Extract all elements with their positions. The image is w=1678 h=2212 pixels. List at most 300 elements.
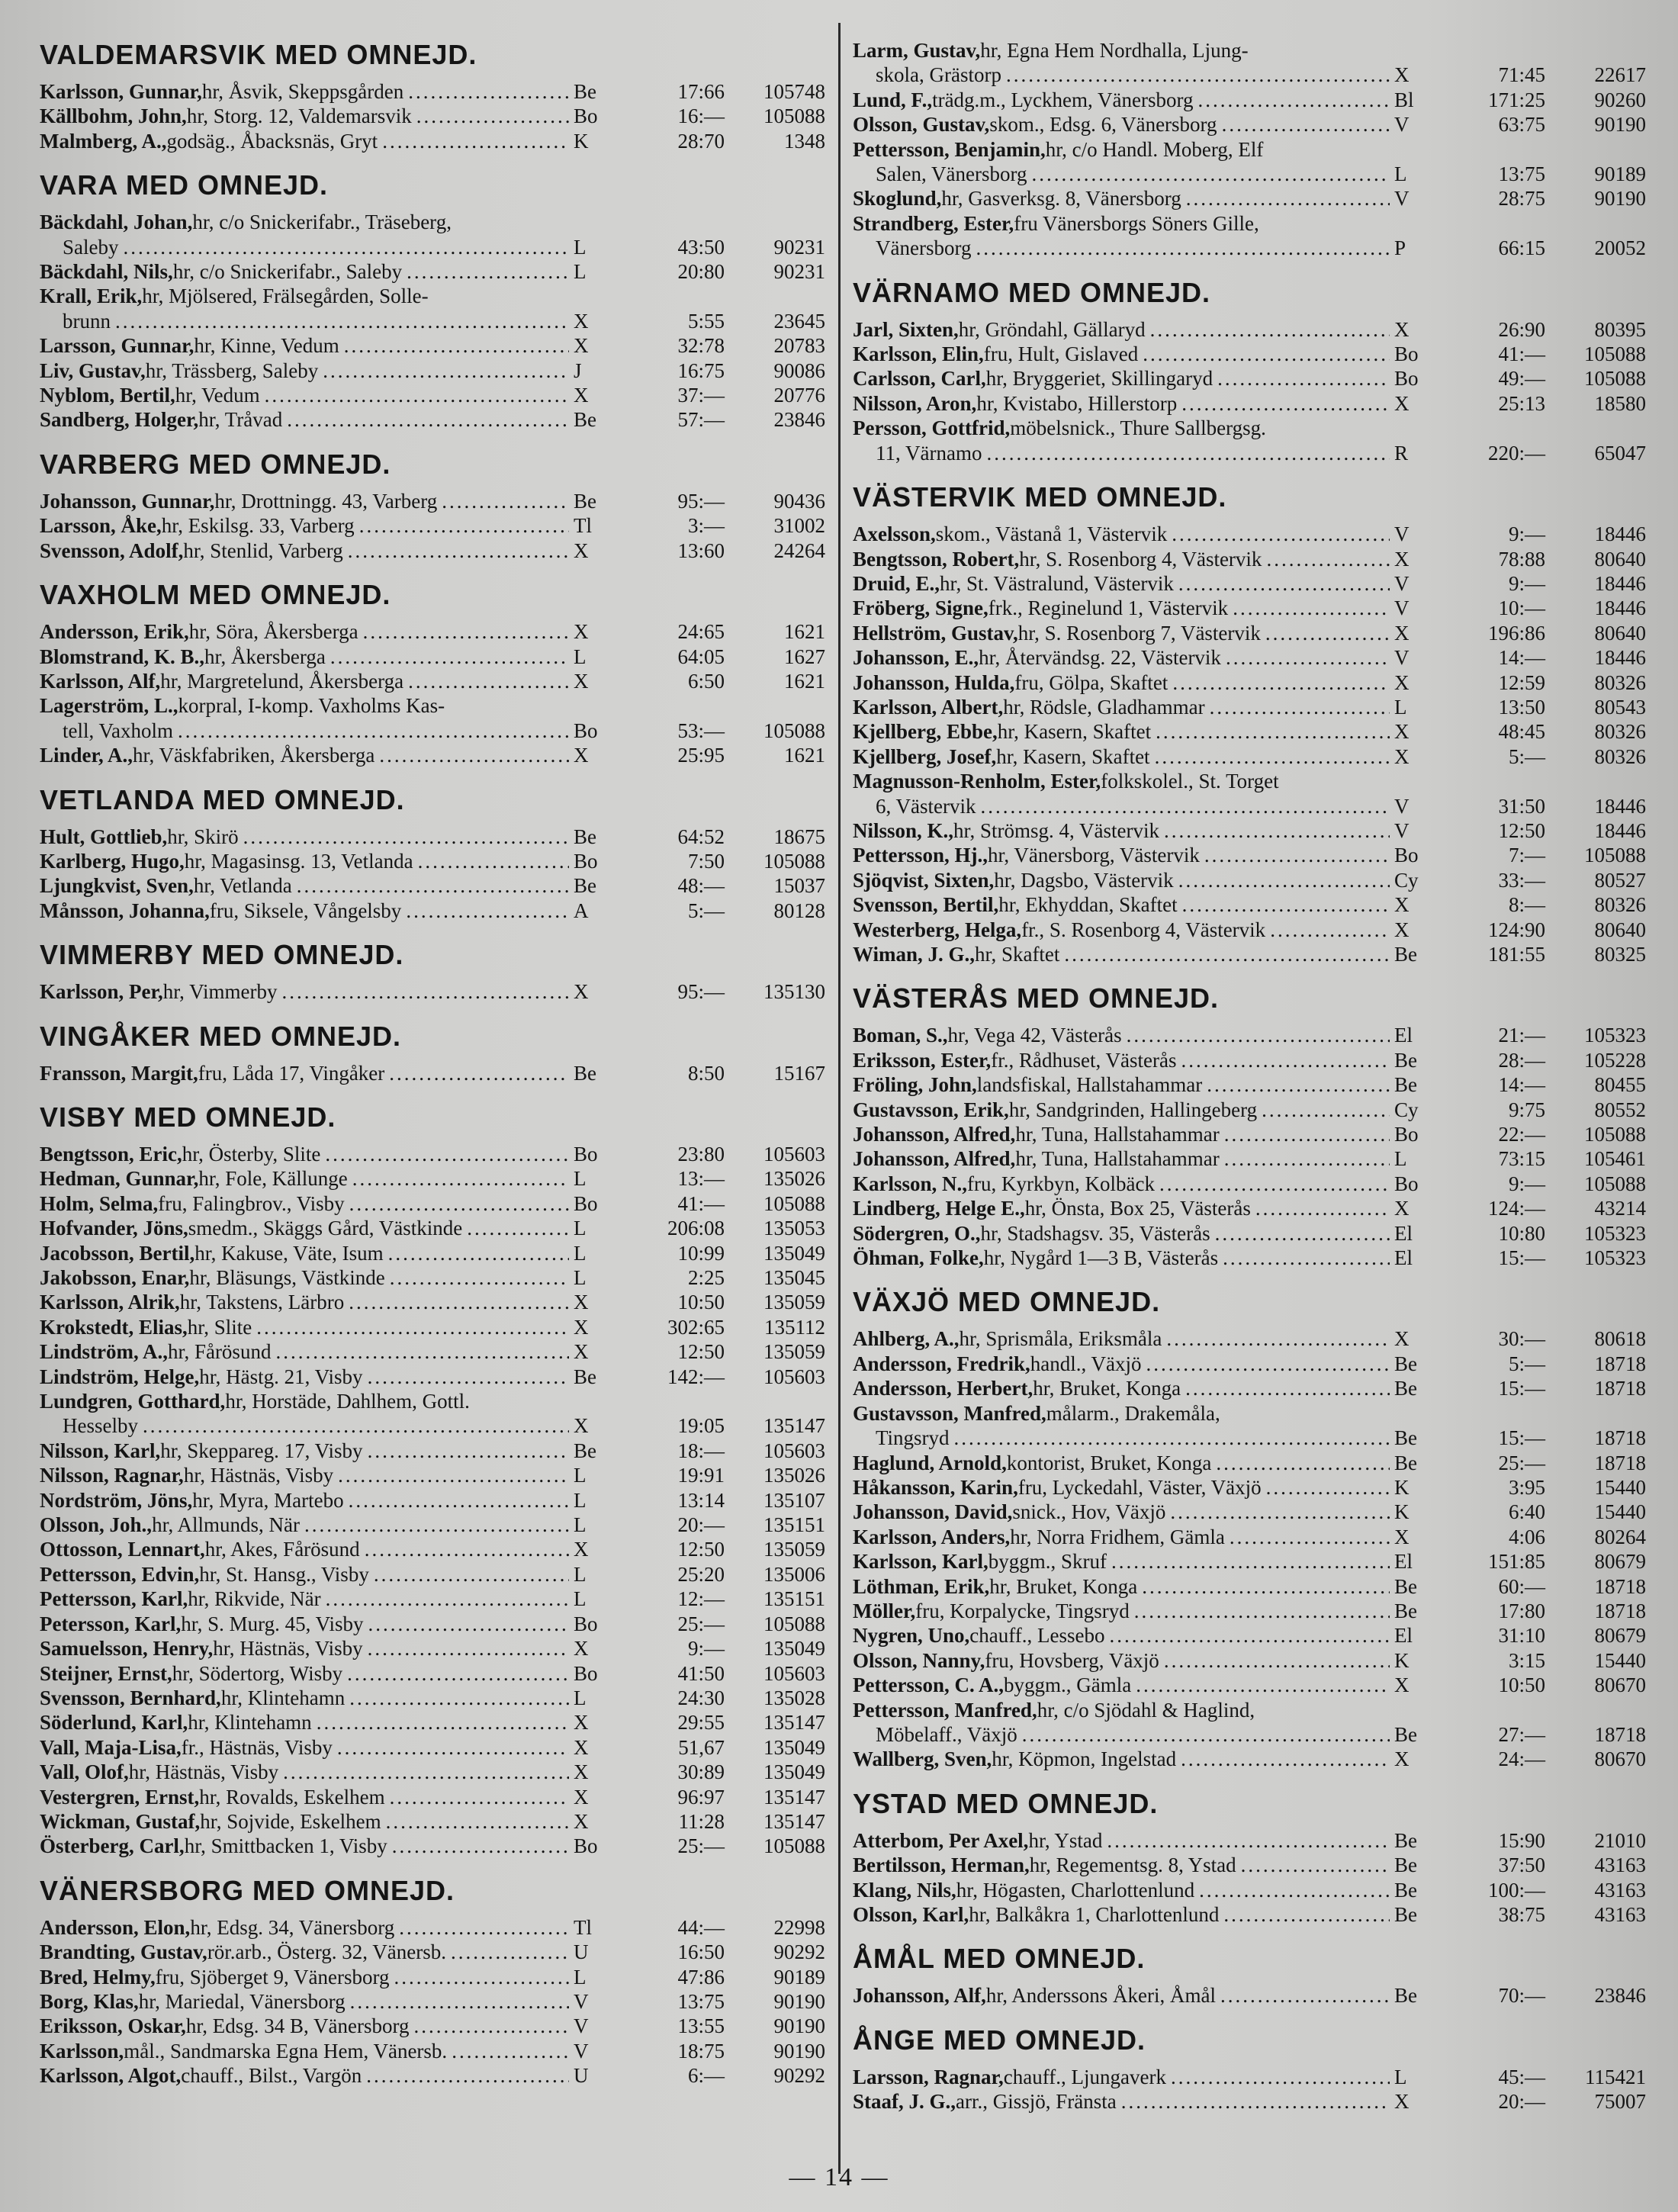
entry-line <box>853 818 1646 843</box>
entry-line <box>853 1246 1646 1270</box>
entry-code: L <box>574 1488 587 1512</box>
directory-entry <box>853 522 1646 546</box>
entry-code: Bo <box>574 719 598 742</box>
directory-entry <box>40 1439 825 1463</box>
entry-number: 15167 <box>773 1061 825 1085</box>
directory-entry <box>853 1048 1646 1072</box>
entry-name: Borg, Klas, <box>40 1989 139 2013</box>
entry-continuation-line <box>40 719 825 743</box>
directory-section <box>40 169 825 432</box>
dot-leader <box>986 441 1390 465</box>
entry-line <box>853 1983 1646 2008</box>
entry-address: fru, Korpalycke, Tingsryd <box>915 1599 1130 1622</box>
directory-entry <box>40 1710 825 1735</box>
entry-code: X <box>574 1414 589 1438</box>
entry-code: V <box>1394 596 1410 620</box>
entry-line <box>853 38 1646 63</box>
dot-leader <box>1181 391 1390 416</box>
directory-entry <box>40 2039 825 2063</box>
directory-entry <box>853 1853 1646 1877</box>
entry-line <box>853 1098 1646 1122</box>
entry-code: X <box>574 1735 589 1759</box>
dot-leader <box>1159 1172 1390 1196</box>
entry-code: Cy <box>1394 868 1419 892</box>
dot-leader <box>1178 868 1390 892</box>
entry-line <box>40 1537 825 1561</box>
entry-line <box>853 547 1646 571</box>
dot-leader <box>1222 112 1390 137</box>
directory-entry <box>40 489 825 513</box>
entry-code: X <box>574 1291 589 1314</box>
entry-address: hr, Fole, Källunge <box>198 1167 348 1191</box>
dot-leader <box>406 899 569 923</box>
dot-leader <box>1143 342 1390 366</box>
entry-amount: 78:88 <box>1498 547 1545 571</box>
entry-code: V <box>1394 187 1410 211</box>
directory-entry <box>853 1500 1646 1524</box>
entry-code: X <box>574 1340 589 1364</box>
entry-amount: 12:59 <box>1498 670 1545 694</box>
entry-number: 80264 <box>1594 1525 1646 1548</box>
entry-amount: 9:— <box>687 1637 725 1661</box>
entry-address: hr, Horstäde, Dahlhem, Gottl. <box>225 1390 470 1413</box>
entry-line <box>40 1142 825 1166</box>
entry-address: hr, Kakuse, Väte, Isum <box>194 1241 384 1265</box>
entry-number: 135026 <box>763 1167 825 1191</box>
entry-line <box>40 79 825 104</box>
entry-amount: 5:— <box>1508 1352 1545 1375</box>
entry-line <box>853 695 1646 719</box>
directory-section <box>853 481 1646 966</box>
dot-leader <box>1155 744 1390 769</box>
directory-entry <box>853 942 1646 966</box>
entry-code: L <box>1394 2065 1407 2088</box>
entry-amount: 28:70 <box>677 129 725 153</box>
entry-number: 22998 <box>773 1915 825 1939</box>
entry-number: 23846 <box>773 408 825 432</box>
entry-number: 80326 <box>1594 670 1646 694</box>
entry-number: 105088 <box>1584 1123 1646 1146</box>
directory-section <box>40 783 825 924</box>
entry-code: Be <box>1394 1352 1417 1375</box>
entry-name: Gustavsson, Manfred, <box>853 1401 1046 1425</box>
entry-number: 18718 <box>1594 1599 1646 1622</box>
entry-code: Be <box>574 874 596 898</box>
entry-continuation-line <box>40 309 825 333</box>
directory-entry <box>40 1265 825 1290</box>
section-heading: VINGÅKER MED OMNEJD. <box>40 1020 402 1052</box>
entry-line <box>853 719 1646 744</box>
entry-address: 6, Västervik <box>876 794 976 818</box>
dot-leader <box>368 1636 569 1661</box>
entry-name: Jacobsson, Bertil, <box>40 1241 195 1265</box>
entry-line <box>40 1612 825 1636</box>
entry-line <box>853 868 1646 892</box>
entry-address: hr, Eskilsg. 33, Varberg <box>161 514 355 538</box>
directory-section <box>853 1942 1646 2008</box>
entry-number: 18718 <box>1594 1451 1646 1474</box>
entry-name: Sandberg, Holger, <box>40 408 199 432</box>
entry-code: X <box>1394 1747 1410 1771</box>
entry-amount: 5:— <box>1508 744 1545 768</box>
entry-code: L <box>574 1562 587 1586</box>
entry-amount: 24:30 <box>677 1686 725 1709</box>
entry-line <box>853 211 1646 236</box>
entry-code: X <box>574 744 589 767</box>
entry-address: fru, Gölpa, Skaftet <box>1014 670 1168 694</box>
entry-address: Vänersborg <box>876 236 972 260</box>
entry-address: fru, Hovsberg, Växjö <box>985 1648 1159 1672</box>
entry-amount: 43:50 <box>677 235 725 259</box>
entry-name: Karlberg, Hugo, <box>40 849 185 873</box>
entry-number: 90190 <box>1594 113 1646 137</box>
entry-number: 105323 <box>1584 1024 1646 1047</box>
entry-address: hr, Vedum <box>175 384 260 407</box>
entry-address: hr, S. Murg. 45, Visby <box>181 1612 364 1635</box>
entry-code: Bo <box>574 849 598 873</box>
dot-leader <box>359 513 569 538</box>
directory-entry <box>853 1623 1646 1648</box>
dot-leader <box>1109 1623 1390 1648</box>
entry-number: 135107 <box>763 1488 825 1512</box>
entry-line <box>853 1648 1646 1673</box>
section-heading: VAXHOLM MED OMNEJD. <box>40 579 391 611</box>
dot-leader <box>1170 1500 1390 1524</box>
dot-leader <box>1230 1525 1390 1549</box>
dot-leader <box>1270 918 1390 942</box>
entry-name: Axelsson, <box>853 522 936 546</box>
entry-amount: 206:08 <box>667 1217 725 1240</box>
directory-entry <box>40 333 825 358</box>
entry-amount: 23:80 <box>677 1142 725 1165</box>
entry-amount: 41:— <box>677 1191 725 1215</box>
entry-line <box>853 1023 1646 1047</box>
dot-leader <box>368 1365 569 1389</box>
directory-entry <box>40 1463 825 1487</box>
entry-name: Vall, Olof, <box>40 1760 129 1784</box>
entry-number: 135045 <box>763 1266 825 1289</box>
entry-line <box>853 1072 1646 1097</box>
entry-name: Blomstrand, K. B., <box>40 645 205 668</box>
entry-line <box>853 1122 1646 1146</box>
entry-address: hr, Takstens, Lärbro <box>179 1291 345 1314</box>
directory-entry <box>40 1166 825 1191</box>
entry-line <box>853 1048 1646 1072</box>
entry-amount: 124:— <box>1487 1197 1545 1220</box>
entry-address: hr, Tuna, Hallstahammar <box>1015 1147 1220 1171</box>
dot-leader <box>243 825 569 849</box>
entry-code: V <box>1394 818 1410 842</box>
entry-name: Steijner, Ernst, <box>40 1661 172 1685</box>
entry-line <box>40 979 825 1004</box>
dot-leader <box>1136 1673 1390 1697</box>
entry-address: hr, Söra, Åkersberga <box>188 620 358 644</box>
entry-number: 105088 <box>763 719 825 742</box>
entry-code: El <box>1394 1246 1413 1270</box>
entry-address: fru, Lyckedahl, Väster, Växjö <box>1017 1475 1262 1499</box>
entry-address: hr, S. Rosenborg 4, Västervik <box>1019 547 1262 571</box>
entry-code: X <box>574 309 589 333</box>
directory-entry <box>40 358 825 383</box>
entry-number: 18718 <box>1594 1352 1646 1375</box>
entry-number: 80325 <box>1594 943 1646 966</box>
entry-address: hr, Stenlid, Varberg <box>183 539 343 562</box>
entry-name: Eriksson, Ester, <box>853 1048 992 1072</box>
entry-name: Nilsson, Karl, <box>40 1439 161 1462</box>
entry-name: Karlsson, Anders, <box>853 1525 1011 1548</box>
entry-address: hr, Stadshagsv. 35, Västerås <box>980 1221 1210 1245</box>
entry-number: 20783 <box>773 334 825 358</box>
entry-number: 18718 <box>1594 1377 1646 1400</box>
directory-entry <box>853 2089 1646 2114</box>
entry-address: 11, Värnamo <box>876 441 982 465</box>
entry-name: Andersson, Fredrik, <box>853 1352 1030 1375</box>
entry-line <box>853 1352 1646 1376</box>
directory-entry <box>853 342 1646 366</box>
directory-entry <box>853 645 1646 670</box>
dot-leader <box>350 1989 569 2014</box>
dot-leader <box>1198 88 1390 112</box>
dot-leader <box>1142 1574 1390 1599</box>
entry-number: 31002 <box>773 514 825 538</box>
entry-code: Be <box>1394 1722 1417 1746</box>
entry-amount: 25:— <box>1498 1451 1545 1474</box>
entry-address: Salen, Vänersborg <box>876 162 1027 186</box>
entry-address: hr, Edsg. 34 B, Vänersborg <box>185 2014 410 2038</box>
entry-code: Be <box>574 80 596 103</box>
entry-number: 80679 <box>1594 1624 1646 1648</box>
entry-amount: 64:52 <box>677 825 725 848</box>
entry-line <box>40 1940 825 1964</box>
dot-leader <box>1121 2089 1390 2114</box>
entry-amount: 9:— <box>1508 1172 1545 1195</box>
entry-name: Persson, Gottfrid, <box>853 416 1011 440</box>
entry-name: Jakobsson, Enar, <box>40 1266 190 1289</box>
entry-address: hr, Myra, Martebo <box>192 1488 344 1512</box>
dot-leader <box>1210 695 1390 719</box>
entry-code: K <box>1394 1648 1410 1672</box>
entry-amount: 13:75 <box>1498 162 1545 186</box>
entry-code: X <box>574 1785 589 1809</box>
entry-amount: 14:— <box>1498 646 1545 670</box>
entry-line <box>853 1376 1646 1400</box>
entry-number: 1621 <box>784 744 825 767</box>
entry-amount: 25:13 <box>1498 391 1545 415</box>
directory-entry <box>40 693 825 743</box>
entry-code: K <box>574 129 589 153</box>
entry-name: Karlsson, Albert, <box>853 695 1004 719</box>
dot-leader <box>980 794 1390 818</box>
directory-entry <box>853 1698 1646 1747</box>
directory-entry <box>40 79 825 104</box>
entry-name: Karlsson, Algot, <box>40 2064 182 2088</box>
section-heading: ÅNGE MED OMNEJD. <box>853 2024 1146 2056</box>
entry-code: Be <box>574 489 596 513</box>
entry-code: V <box>1394 646 1410 670</box>
entry-amount: 20:80 <box>677 260 725 284</box>
entry-amount: 15:— <box>1498 1246 1545 1270</box>
directory-entry <box>40 1142 825 1166</box>
entry-address: hr, Hästnäs, Visby <box>213 1637 363 1661</box>
entry-code: X <box>1394 2090 1410 2114</box>
entry-number: 18446 <box>1594 646 1646 670</box>
directory-entry <box>853 1246 1646 1270</box>
entry-code: Bo <box>1394 1172 1419 1195</box>
entry-code: X <box>1394 547 1410 571</box>
dot-leader <box>349 1488 569 1513</box>
entry-address: landsfiskal, Hallstahammar <box>976 1073 1203 1097</box>
entry-number: 80670 <box>1594 1673 1646 1697</box>
dot-leader <box>1207 1072 1390 1097</box>
entry-code: Bl <box>1394 88 1414 111</box>
directory-entry <box>853 1172 1646 1196</box>
entry-line <box>40 2039 825 2063</box>
directory-entry <box>853 1549 1646 1574</box>
entry-line <box>40 1061 825 1085</box>
entry-amount: 17:80 <box>1498 1599 1545 1622</box>
dot-leader <box>115 309 569 333</box>
entry-amount: 71:45 <box>1498 63 1545 87</box>
section-heading: VETLANDA MED OMNEJD. <box>40 783 405 815</box>
entry-address: hr, c/o Snickerifabr., Saleby <box>172 260 403 284</box>
section-heading: VALDEMARSVIK MED OMNEJD. <box>40 39 477 70</box>
dot-leader <box>1265 621 1390 645</box>
column-divider <box>838 23 841 2174</box>
entry-line <box>40 358 825 383</box>
right-column <box>853 38 1646 2130</box>
entry-name: Bertilsson, Herman, <box>853 1854 1030 1877</box>
entry-number: 80543 <box>1594 695 1646 719</box>
entry-amount: 57:— <box>677 408 725 432</box>
directory-entry <box>853 211 1646 261</box>
entry-address: målarm., Drakemåla, <box>1046 1401 1220 1425</box>
dot-leader <box>1204 843 1390 867</box>
dot-leader <box>1224 1146 1390 1171</box>
entry-line <box>40 1365 825 1389</box>
directory-entry <box>853 868 1646 892</box>
dot-leader <box>1171 2065 1390 2089</box>
entry-name: Södergren, O., <box>853 1221 981 1245</box>
entry-line <box>853 391 1646 416</box>
entry-address: hr, Regementsg. 8, Ystad <box>1029 1854 1236 1877</box>
entry-amount: 15:— <box>1498 1426 1545 1450</box>
entry-line <box>40 1587 825 1611</box>
entry-name: Lundgren, Gotthard, <box>40 1390 226 1413</box>
directory-entry <box>40 1834 825 1858</box>
dot-leader <box>1031 162 1390 186</box>
entry-code: Cy <box>1394 1098 1419 1121</box>
entry-code: X <box>1394 1197 1410 1220</box>
entry-number: 105088 <box>763 849 825 873</box>
entry-code: X <box>574 980 589 1004</box>
entry-name: Staaf, J. G., <box>853 2090 956 2114</box>
entry-number: 1621 <box>784 620 825 644</box>
entry-name: Karlsson, Elin, <box>853 342 984 366</box>
entry-line <box>853 2089 1646 2114</box>
directory-entry <box>853 719 1646 744</box>
directory-entry <box>40 1989 825 2014</box>
entry-name: Löthman, Erik, <box>853 1574 990 1598</box>
entry-name: Pettersson, Edvin, <box>40 1562 200 1586</box>
directory-entry <box>40 979 825 1004</box>
dot-leader <box>1216 1451 1390 1475</box>
entry-name: Hellström, Gustav, <box>853 621 1018 645</box>
entry-continuation-line <box>853 236 1646 260</box>
dot-leader <box>344 333 569 358</box>
entry-address: tell, Vaxholm <box>63 719 173 742</box>
entry-address: arr., Gissjö, Fränsta <box>956 2090 1117 2114</box>
entry-address: hr, Bruket, Konga <box>1033 1377 1181 1400</box>
directory-entry <box>40 1587 825 1611</box>
entry-address: hr, Köpmon, Ingelstad <box>992 1747 1177 1771</box>
dot-leader <box>1226 645 1390 670</box>
entry-line <box>853 1902 1646 1927</box>
entry-name: Samuelsson, Henry, <box>40 1637 214 1661</box>
dot-leader <box>1146 1352 1390 1376</box>
entry-code: X <box>1394 621 1410 645</box>
entry-address: hr, Rödsle, Gladhammar <box>1003 695 1205 719</box>
entry-line <box>853 571 1646 596</box>
directory-entry <box>40 1612 825 1636</box>
dot-leader <box>178 719 569 743</box>
entry-name: Linder, A., <box>40 744 133 767</box>
entry-line <box>40 1216 825 1240</box>
entry-number: 80640 <box>1594 621 1646 645</box>
entry-number: 80527 <box>1594 868 1646 892</box>
entry-amount: 51,67 <box>678 1735 725 1759</box>
section-heading: VARBERG MED OMNEJD. <box>40 448 391 480</box>
dot-leader <box>1215 1221 1390 1246</box>
entry-line <box>40 1965 825 1989</box>
dot-leader <box>386 1809 569 1834</box>
entry-line <box>40 513 825 538</box>
entry-number: 105603 <box>763 1661 825 1685</box>
entry-line <box>853 621 1646 645</box>
entry-code: Bo <box>574 1191 598 1215</box>
dot-leader <box>418 849 569 873</box>
directory-entry <box>40 1686 825 1710</box>
entry-line <box>853 670 1646 695</box>
directory-entry <box>40 645 825 669</box>
entry-amount: 14:— <box>1498 1073 1545 1097</box>
dot-leader <box>390 1265 569 1290</box>
entry-amount: 6:— <box>687 2064 725 2088</box>
entry-address: hr, Tråvad <box>198 408 283 432</box>
entry-number: 23645 <box>773 309 825 333</box>
entry-address: hr, Södertorg, Wisby <box>172 1661 343 1685</box>
entry-amount: 27:— <box>1498 1722 1545 1746</box>
entry-code: L <box>574 260 587 284</box>
entry-address: hr, Rikvide, När <box>188 1587 321 1611</box>
directory-entry <box>40 129 825 153</box>
directory-entry <box>40 2063 825 2088</box>
directory-entry <box>40 1562 825 1587</box>
entry-number: 135130 <box>763 980 825 1004</box>
entry-code: Bo <box>574 104 598 128</box>
entry-line <box>40 1513 825 1537</box>
directory-entry <box>853 137 1646 187</box>
entry-address: chauff., Lessebo <box>969 1624 1105 1648</box>
dot-leader <box>282 979 569 1004</box>
section-heading: VÄXJÖ MED OMNEJD. <box>853 1286 1161 1318</box>
entry-number: 15440 <box>1594 1648 1646 1672</box>
entry-code: El <box>1394 1550 1413 1574</box>
entry-number: 15440 <box>1594 1475 1646 1499</box>
entry-code: L <box>1394 162 1407 186</box>
dot-leader <box>1156 719 1390 744</box>
entry-name: Österberg, Carl, <box>40 1834 185 1858</box>
directory-entry <box>853 1599 1646 1623</box>
